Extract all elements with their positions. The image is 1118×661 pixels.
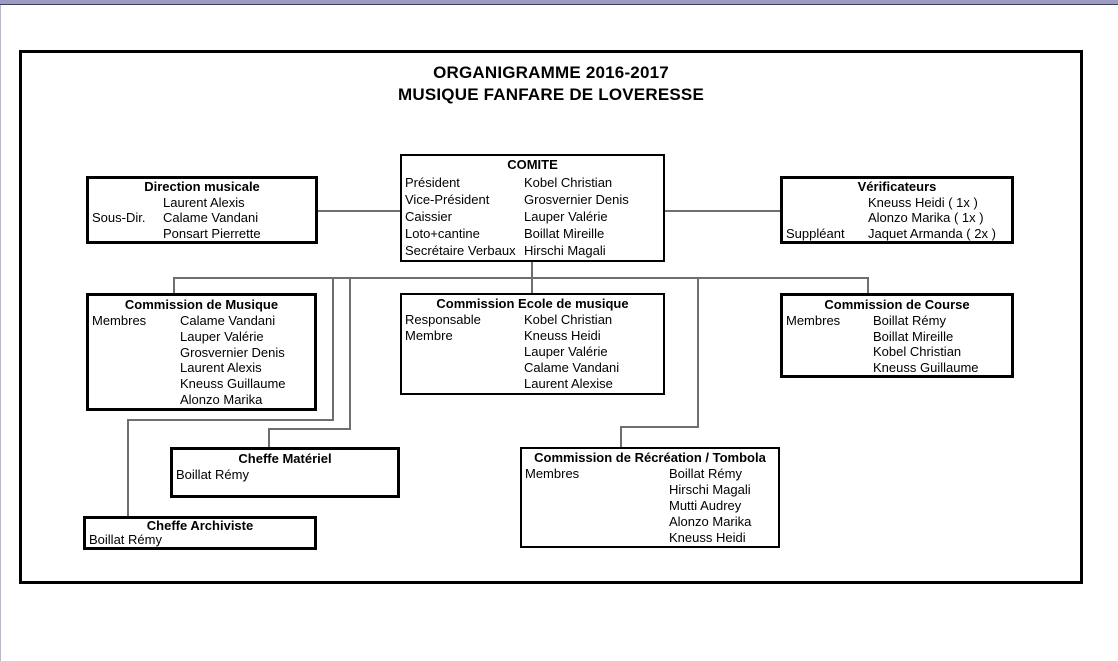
- role-label: Caissier: [405, 209, 452, 224]
- member-name: Hirschi Magali: [524, 243, 606, 258]
- box-title: Cheffe Archiviste: [146, 518, 254, 533]
- member-name: Calame Vandani: [180, 313, 276, 328]
- org-row: [405, 328, 660, 344]
- member-name: Grosvernier Denis: [180, 344, 285, 360]
- org-row: [786, 313, 1008, 329]
- org-row: [525, 530, 775, 546]
- role-label: [786, 195, 868, 210]
- role-label: [786, 329, 873, 345]
- member-name: Laurent Alexis: [163, 195, 245, 210]
- box-title: Commission de Course: [824, 297, 970, 312]
- org-row: [92, 195, 312, 210]
- org-box-cheffe-materiel: [170, 447, 400, 498]
- role-label: [92, 360, 180, 376]
- member-name: Mutti Audrey: [669, 498, 742, 513]
- org-row: [525, 498, 775, 514]
- org-row: [405, 360, 660, 376]
- role-label: Membre: [405, 328, 453, 343]
- connector-line: [173, 277, 869, 279]
- box-title: Cheffe Matériel: [238, 451, 332, 466]
- connector-line: [531, 262, 533, 278]
- connector-line: [867, 277, 869, 293]
- member-name: Kobel Christian: [873, 344, 962, 359]
- role-label: [405, 360, 524, 376]
- role-label: Responsable: [405, 312, 481, 327]
- member-name: Lauper Valérie: [524, 209, 608, 224]
- org-row: [405, 376, 660, 392]
- role-label: [405, 376, 524, 392]
- org-row: [786, 360, 1008, 376]
- connector-line: [349, 277, 351, 430]
- org-row: [525, 514, 775, 530]
- org-row: [525, 466, 775, 482]
- connector-line: [332, 277, 334, 421]
- connector-line: [665, 210, 780, 212]
- member-name: Kneuss Heidi ( 1x ): [868, 195, 978, 210]
- role-label: Membres: [525, 466, 580, 481]
- member-name: Ponsart Pierrette: [163, 225, 261, 241]
- org-row: [92, 226, 312, 241]
- role-label: [786, 210, 868, 225]
- box-rows: [786, 313, 1008, 375]
- member-name: Lauper Valérie: [524, 344, 608, 359]
- role-label: Membres: [92, 313, 147, 328]
- org-row: [786, 210, 1008, 225]
- member-name: Boillat Rémy: [873, 313, 946, 328]
- role-label: [92, 195, 163, 210]
- window-top-strip-border: [0, 4, 1118, 5]
- org-box-commission-ecole: [400, 293, 665, 395]
- box-rows: [92, 195, 312, 241]
- org-row: [405, 344, 660, 360]
- member-name: Lauper Valérie: [180, 328, 264, 344]
- org-row: [405, 191, 660, 208]
- role-label: [525, 498, 669, 514]
- role-label: [92, 329, 180, 345]
- role-label: [405, 344, 524, 360]
- role-label: [92, 345, 180, 361]
- role-label: Loto+cantine: [405, 226, 480, 241]
- box-rows: [525, 466, 775, 546]
- member-name: Boillat Mireille: [873, 328, 954, 344]
- org-row: [405, 312, 660, 328]
- org-box-commission-musique: [86, 293, 317, 411]
- org-row: [786, 195, 1008, 210]
- connector-line: [268, 428, 270, 447]
- member-name: Alonzo Marika: [669, 514, 752, 529]
- role-label: [525, 530, 669, 546]
- member-name: Boillat Rémy: [176, 467, 249, 482]
- org-row: [92, 360, 311, 376]
- member-name: Alonzo Marika ( 1x ): [868, 210, 984, 226]
- member-name: Jaquet Armanda ( 2x ): [868, 225, 996, 241]
- org-box-commission-course: [780, 293, 1014, 378]
- box-rows: [405, 312, 660, 392]
- page-title-line1: ORGANIGRAMME 2016-2017: [433, 63, 669, 82]
- box-rows: [92, 313, 311, 408]
- member-name: Laurent Alexis: [180, 360, 262, 376]
- org-row: [92, 345, 311, 361]
- org-row: [92, 329, 311, 345]
- page-title: [19, 62, 1083, 106]
- org-row: [786, 344, 1008, 360]
- connector-line: [697, 277, 699, 428]
- org-box-comite: [400, 154, 665, 262]
- box-title: Commission de Récréation / Tombola: [534, 450, 766, 465]
- org-row: [405, 174, 660, 191]
- connector-line: [531, 277, 533, 293]
- connector-line: [127, 419, 129, 516]
- role-label: [92, 376, 180, 392]
- org-row: [92, 392, 311, 408]
- org-row: [405, 242, 660, 259]
- role-label: [525, 482, 669, 498]
- member-name: Kneuss Heidi: [524, 328, 601, 343]
- org-row: [89, 533, 311, 547]
- org-row: [405, 208, 660, 225]
- member-name: Grosvernier Denis: [524, 192, 629, 207]
- member-name: Laurent Alexise: [524, 376, 613, 391]
- org-row: [92, 210, 312, 225]
- org-box-cheffe-archiviste: [83, 516, 317, 550]
- member-name: Kneuss Guillaume: [873, 359, 979, 375]
- member-name: Kneuss Heidi: [669, 530, 746, 545]
- member-name: Calame Vandani: [524, 360, 620, 375]
- member-name: Hirschi Magali: [669, 482, 751, 497]
- org-box-verificateurs: [780, 176, 1014, 244]
- box-rows: [176, 467, 394, 483]
- role-label: [92, 226, 163, 241]
- box-title: Direction musicale: [144, 179, 260, 194]
- member-name: Kobel Christian: [524, 312, 613, 327]
- role-label: [525, 514, 669, 530]
- role-label: Suppléant: [786, 225, 845, 241]
- box-title: Commission Ecole de musique: [436, 296, 629, 311]
- role-label: Secrétaire Verbaux: [405, 243, 516, 258]
- member-name: Boillat Mireille: [524, 226, 605, 241]
- role-label: Membres: [786, 313, 841, 328]
- box-title: Vérificateurs: [857, 179, 937, 194]
- member-name: Calame Vandani: [163, 210, 259, 226]
- org-row: [92, 376, 311, 392]
- org-row: [176, 467, 394, 483]
- org-box-commission-tombola: [520, 447, 780, 548]
- member-name: Kobel Christian: [524, 175, 613, 190]
- connector-line: [127, 419, 334, 421]
- role-label: Sous-Dir.: [92, 210, 146, 226]
- connector-line: [620, 426, 699, 428]
- role-label: Président: [405, 175, 460, 190]
- connector-line: [173, 277, 175, 293]
- box-rows: [405, 174, 660, 259]
- org-row: [92, 313, 311, 329]
- role-label: [92, 392, 180, 408]
- org-row: [786, 329, 1008, 345]
- member-name: Boillat Rémy: [89, 532, 162, 547]
- box-rows: [89, 533, 311, 547]
- window-left-edge: [0, 5, 1, 661]
- role-label: Vice-Président: [405, 192, 490, 207]
- member-name: Boillat Rémy: [669, 466, 742, 481]
- connector-line: [268, 428, 351, 430]
- box-title: COMITE: [507, 157, 558, 172]
- org-row: [786, 226, 1008, 241]
- connector-line: [318, 210, 400, 212]
- org-row: [525, 482, 775, 498]
- page-title-line2: MUSIQUE FANFARE DE LOVERESSE: [398, 85, 704, 104]
- role-label: [786, 344, 873, 360]
- connector-line: [620, 426, 622, 447]
- box-rows: [786, 195, 1008, 241]
- member-name: Alonzo Marika: [180, 391, 263, 407]
- member-name: Kneuss Guillaume: [180, 376, 286, 392]
- role-label: [786, 360, 873, 376]
- org-row: [405, 225, 660, 242]
- box-title: Commission de Musique: [124, 297, 279, 312]
- org-box-direction-musicale: [86, 176, 318, 244]
